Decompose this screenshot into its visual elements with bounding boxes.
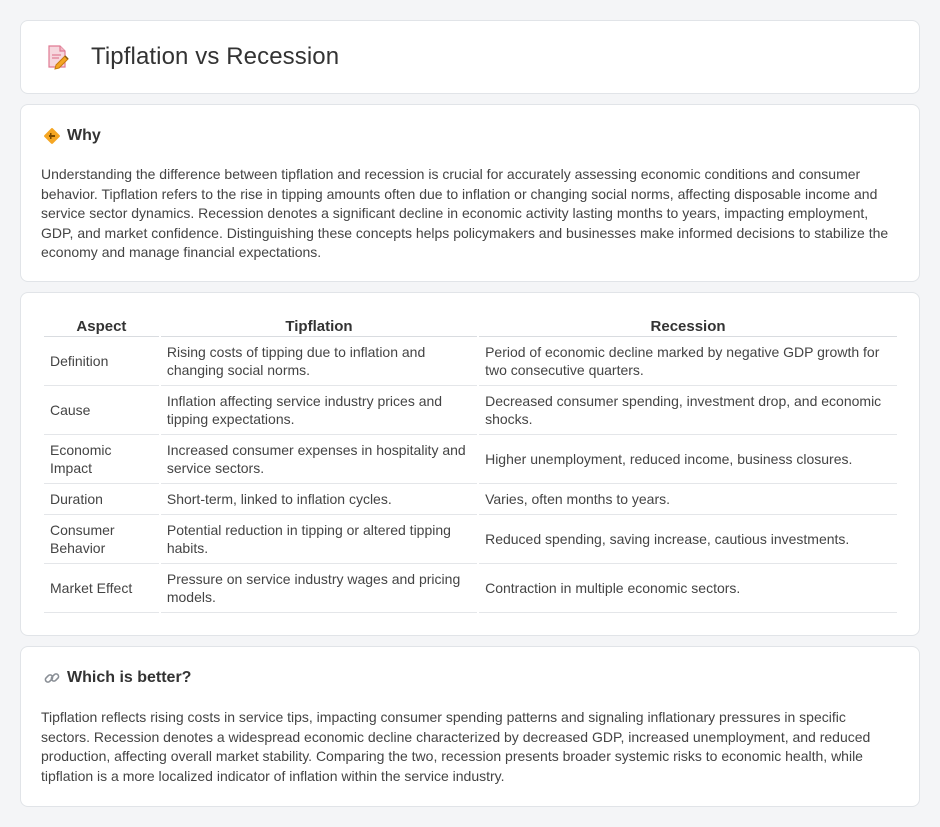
table-row <box>44 564 897 613</box>
why-heading-row <box>43 127 101 145</box>
better-heading-row <box>43 669 191 687</box>
table-cell-recession: Varies, often months to years. <box>479 484 897 515</box>
why-heading: Why <box>67 127 101 144</box>
why-card <box>20 104 920 282</box>
link-icon <box>43 669 61 687</box>
column-header-aspect: Aspect <box>44 315 159 337</box>
column-header-tipflation: Tipflation <box>161 315 477 337</box>
table-cell-recession: Contraction in multiple economic sectors. <box>479 564 897 613</box>
comparison-card <box>20 292 920 636</box>
diamond-sign-icon <box>43 127 61 145</box>
table-row <box>44 386 897 435</box>
column-header-recession: Recession <box>479 315 897 337</box>
better-heading: Which is better? <box>67 669 192 686</box>
title-row <box>45 43 339 71</box>
better-body: Tipflation reflects rising costs in service tips, impacting consumer spending patterns and signaling inflationary pressures in specific sectors. Recession denotes a widespread economic decline characterized by decreased GDP, increased unemployment, and reduced production, affecting overall market stability. Comparing the two, recession presents broader systemic risks to economic health, while tipflation is a more localized indicator of inflation within the service industry. <box>41 709 871 784</box>
table-header-row <box>44 315 897 337</box>
document-pen-icon <box>45 43 71 71</box>
table-cell-tipflation: Pressure on service industry wages and pricing models. <box>161 564 477 613</box>
table-cell-tipflation: Short-term, linked to inflation cycles. <box>161 484 477 515</box>
table-row <box>44 484 897 515</box>
title-card <box>20 20 920 94</box>
table-cell-aspect: Consumer Behavior <box>44 515 159 564</box>
table-cell-tipflation: Increased consumer expenses in hospitality and service sectors. <box>161 435 477 484</box>
table-cell-tipflation: Potential reduction in tipping or altered tipping habits. <box>161 515 477 564</box>
table-cell-aspect: Duration <box>44 484 159 515</box>
table-row <box>44 435 897 484</box>
table-cell-aspect: Cause <box>44 386 159 435</box>
comparison-table <box>42 315 899 613</box>
table-row <box>44 337 897 386</box>
table-cell-aspect: Definition <box>44 337 159 386</box>
table-cell-aspect: Economic Impact <box>44 435 159 484</box>
table-cell-tipflation: Rising costs of tipping due to inflation and changing social norms. <box>161 337 477 386</box>
table-cell-recession: Decreased consumer spending, investment drop, and economic shocks. <box>479 386 897 435</box>
which-is-better-card <box>20 646 920 807</box>
table-cell-recession: Higher unemployment, reduced income, business closures. <box>479 435 897 484</box>
table-cell-recession: Period of economic decline marked by negative GDP growth for two consecutive quarters. <box>479 337 897 386</box>
table-cell-tipflation: Inflation affecting service industry prices and tipping expectations. <box>161 386 477 435</box>
page-title: Tipflation vs Recession <box>91 43 340 70</box>
table-cell-aspect: Market Effect <box>44 564 159 613</box>
table-cell-recession: Reduced spending, saving increase, cautious investments. <box>479 515 897 564</box>
why-body: Understanding the difference between tipflation and recession is crucial for accurately assessing economic conditions and consumer behavior. Tipflation refers to the rise in tipping amounts often due to inflation or changing social norms, affecting disposable income and service sector dynamics. Recession denotes a significant decline in economic activity lasting months to years, impacting employment, GDP, and market confidence. Distinguishing these concepts helps policymakers and businesses make informed decisions to stabilize the economy and manage financial expectations. <box>41 166 889 260</box>
table-row <box>44 515 897 564</box>
